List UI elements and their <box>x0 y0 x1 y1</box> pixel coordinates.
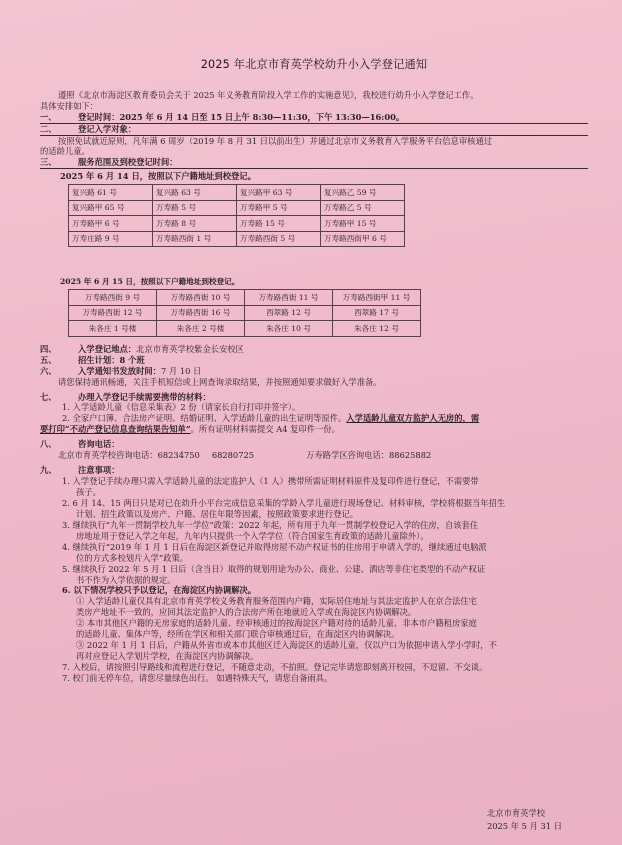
note-line: 2. 6 月 14、15 两日只是对已在幼升小平台完成信息采集的学龄入学儿童进行现场登记、材料审核，学校将根据当年招生 <box>62 497 506 508</box>
phone-number: 68234750 <box>157 450 200 461</box>
note-line: 4. 继续执行“2019 年 1 月 1 日后在海淀区新登记并取得房屋不动产权证书的住房用于申请入学的，继续通过电脑派 <box>62 541 487 552</box>
table-cell: 万寿路西街 10 号 <box>157 290 245 306</box>
note-line: 5. 继续执行 2022 年 5 月 1 日后（含当日）取得的规划用途为办公、商业、公建、酒店等非住宅类型的不动产权证 <box>62 563 486 574</box>
subnote-line: 类房产地址不一致的，应回其法定监护人的合法房产所在地就近入学或在海淀区内协调解决。 <box>76 607 417 618</box>
table-cell: 万寿路甲 15 号 <box>321 216 405 232</box>
table-cell: 复兴路 61 号 <box>69 185 153 201</box>
table-row <box>69 321 421 337</box>
section-location: 四、 入学登记地点： 北京市育英学校紫金长安校区 <box>40 343 244 354</box>
table-cell: 万寿路西街 1 号 <box>153 231 237 247</box>
table-cell: 万寿路西街 16 号 <box>157 305 245 321</box>
intro-line: 具体安排如下： <box>40 100 99 111</box>
subnote-line: ② 本市其他区户籍的无房家庭的适龄儿童、经审核通过的按海淀区户籍对待的适龄儿童、非本市户籍租房家庭 <box>76 618 477 629</box>
contact-phones <box>40 450 588 461</box>
section-materials: 七、 办理入学登记手续需要携带的材料： <box>40 391 211 402</box>
note-line: 7. 入校后，请按照引导路线和流程进行登记，不随意走动，不拍照。登记完毕请您即刻离开校园，不逗留、不交谈。 <box>62 662 488 673</box>
section-text: 按照免试就近原则，凡年满 6 周岁（2019 年 8 月 31 日以前出生）并通过北京市义务教育入学服务平台信息审核通过 <box>58 135 493 146</box>
section-enrollment-plan: 五、 招生计划： 8 个班 <box>40 354 145 365</box>
day2-heading: 2025 年 6 月 15 日，按照以下户籍地址到校登记。 <box>60 277 240 287</box>
subnote-line: ③ 2022 年 1 月 1 日后，户籍从外省市或本市其他区迁入海淀区的适龄儿童，仅以户口为依据申请入学小学时，不 <box>76 640 497 651</box>
note-line: 房地址用于登记入学之年起，九年内只提供一个入学学位（符合国家生育政策的适龄儿童除外）。 <box>76 530 429 541</box>
table-cell: 朱各庄 2 号楼 <box>157 321 245 337</box>
note-line: 7. 校门前无停车位，请您尽量绿色出行。 如遇特殊天气，请您自备雨具。 <box>62 672 333 683</box>
signature-date: 2025 年 5 月 31 日 <box>486 821 562 832</box>
section-service-area: 三、 服务范围及到校登记时间： <box>40 157 588 169</box>
materials-item: 1. 入学适龄儿童《信息采集表》2 份（请家长自行打印并签字）。 <box>62 402 301 413</box>
note-line: 书不作为入学依据的规定。 <box>76 574 176 585</box>
table-cell: 西翠路 12 号 <box>245 305 333 321</box>
materials-item: 2. 全家户口簿、合法房产证明、结婚证明、入学适龄儿童的出生证明等原件。入学适龄儿童双方监护人无房的，需 <box>62 413 480 424</box>
note-line: 3. 继续执行“九年一贯制学校九年一学位”政策：2022 年起，所有用于九年一贯制学校登记入学的住房，自该套住 <box>62 519 479 530</box>
subnote-line: 的适龄儿童、集体户等，经所在学区和相关部门联合审核通过后，在海淀区内协调解决。 <box>76 629 400 640</box>
table-cell: 万寿路西街甲 11 号 <box>333 290 421 306</box>
section-notice-date: 六、 入学通知书发放时间： 7 月 10 日 <box>40 365 202 376</box>
section-text: 请您保持通讯畅通，关注手机短信或上网查询录取结果，并按照通知要求做好入学准备。 <box>58 376 382 387</box>
table-cell: 万寿路西街 11 号 <box>245 290 333 306</box>
intro-line: 遵照《北京市海淀区教育委员会关于 2025 年义务教育阶段入学工作的实施意见》，我校进行幼升小入学登记工作。 <box>58 89 479 100</box>
table-row <box>69 185 405 201</box>
table-cell: 万寿路甲 5 号 <box>237 200 321 216</box>
table-cell: 西翠路 17 号 <box>333 305 421 321</box>
note-line: 1. 入学登记手续办理只需入学适龄儿童的法定监护人（1 人）携带所需证明材料原件及复印件进行登记，不需要带 <box>62 476 479 487</box>
table-row <box>69 305 421 321</box>
day1-heading: 2025 年 6 月 14 日，按照以下户籍地址到校登记。 <box>60 171 256 182</box>
table-cell: 万寿路 8 号 <box>153 216 237 232</box>
materials-item: 要打印“不动产登记信息查询结果告知单”。所有证明材料需提交 A4 复印件一份。 <box>40 424 340 435</box>
section-eligible-children: 二、 登记入学对象： <box>40 124 588 136</box>
table-cell: 复兴路甲 63 号 <box>237 185 321 201</box>
note-line: 位的方式多校划片入学”政策。 <box>76 552 189 563</box>
section-notes: 九、 注意事项： <box>40 465 120 476</box>
section-registration-time: 一、 登记时间： 2025 年 6 月 14 日至 15 日上午 8:30—11:30，下午 13:30—16:00。 <box>40 112 588 124</box>
table-row <box>69 231 405 247</box>
table-cell: 万寿庄路 9 号 <box>69 231 153 247</box>
signature-org: 北京市育英学校 <box>486 808 546 819</box>
address-table-day1 <box>68 184 405 247</box>
table-cell: 朱各庄 1 号楼 <box>69 321 157 337</box>
table-cell: 万寿路 15 号 <box>237 216 321 232</box>
phone-number: 68280725 <box>211 450 255 461</box>
table-row <box>69 216 405 232</box>
table-cell: 万寿路西街 5 号 <box>237 231 321 247</box>
table-cell: 万寿路 5 号 <box>153 200 237 216</box>
table-cell: 复兴路 63 号 <box>153 185 237 201</box>
section-text: 的适龄儿童。 <box>40 146 90 157</box>
note-line: 孩子。 <box>76 487 101 498</box>
table-cell: 复兴路乙 59 号 <box>321 185 405 201</box>
table-cell: 复兴路甲 65 号 <box>69 200 153 216</box>
table-cell: 万寿路西街 12 号 <box>69 305 157 321</box>
table-cell: 万寿路西街 9 号 <box>69 290 157 306</box>
table-row <box>69 290 421 306</box>
page-title: 2025 年北京市育英学校幼升小入学登记通知 <box>200 58 428 71</box>
note-heading: 6. 以下情况学校只予以登记，在海淀区内协调解决。 <box>62 585 257 596</box>
address-table-day2 <box>68 289 421 337</box>
contact-label: 北京市育英学校咨询电话： <box>58 450 158 461</box>
table-row <box>69 200 405 216</box>
note-line: 计划、招生政策以及房产、户籍、居住年限等因素，按照政策要求进行登记。 <box>76 508 359 519</box>
table-cell: 万寿路西街甲 6 号 <box>321 231 405 247</box>
table-cell: 万寿路乙 5 号 <box>321 200 405 216</box>
phone-number: 88625882 <box>389 450 432 461</box>
table-cell: 朱各庄 10 号 <box>245 321 333 337</box>
section-contact: 八、 咨询电话： <box>40 439 120 450</box>
subnote-line: 再对应登记入学划片学校，在海淀区内协调解决。 <box>76 651 259 662</box>
table-cell: 朱各庄 12 号 <box>333 321 421 337</box>
table-cell: 万寿路甲 6 号 <box>69 216 153 232</box>
contact-label: 万寿路学区咨询电话： <box>306 450 390 461</box>
signature-block <box>487 807 562 833</box>
subnote-line: ① 入学适龄儿童仅具有北京市育英学校义务教育服务范围内户籍，实际居住地址与其法定监护人在京合法住宅 <box>76 596 477 607</box>
